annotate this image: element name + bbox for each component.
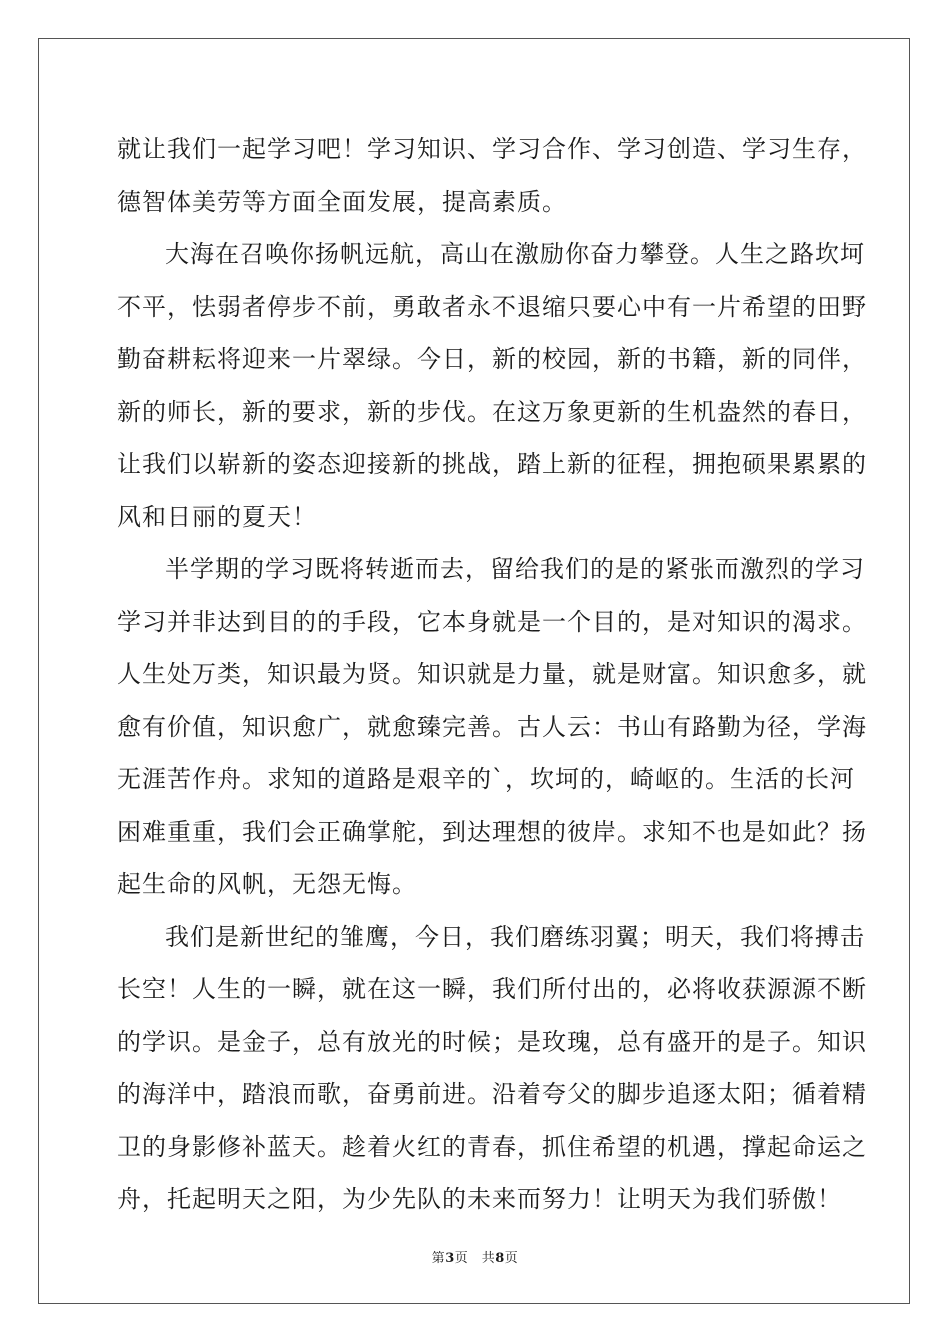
text-line: 无涯苦作舟。求知的道路是艰辛的`，坎坷的，崎岖的。生活的长河 [117,765,855,793]
text-line: 就让我们一起学习吧！学习知识、学习合作、学习创造、学习生存， [117,135,867,163]
text-line: 的海洋中，踏浪而歌，奋勇前进。沿着夸父的脚步追逐太阳；循着精 [117,1080,867,1108]
text-line: 让我们以崭新的姿态迎接新的挑战，踏上新的征程，拥抱硕果累累的 [117,450,867,478]
paragraph-first-line: 我们是新世纪的雏鹰，今日，我们磨练羽翼；明天，我们将搏击 [165,922,865,951]
text-line: 困难重重，我们会正确掌舵，到达理想的彼岸。求知不也是如此？扬 [117,817,867,846]
paragraph-first-line: 大海在召唤你扬帆远航，高山在激励你奋力攀登。人生之路坎坷 [165,240,865,268]
footer-suffix: 页 [504,1251,519,1266]
text-line: 人生处万类，知识最为贤。知识就是力量，就是财富。知识愈多，就 [117,660,867,688]
text-line: 德智体美劳等方面全面发展，提高素质。 [117,187,567,216]
page-footer [0,1247,950,1266]
paragraph-first-line: 半学期的学习既将转逝而去，留给我们的是的紧张而激烈的学习 [165,555,865,583]
document-body [117,128,867,1231]
text-line: 愈有价值，知识愈广，就愈臻完善。古人云：书山有路勤为径，学海 [117,712,867,741]
text-line: 新的师长，新的要求，新的步伐。在这万象更新的生机盎然的春日， [117,397,867,426]
footer-prefix: 第 [431,1251,446,1266]
text-line: 卫的身影修补蓝天。趁着火红的青春，抓住希望的机遇，撑起命运之 [117,1132,867,1161]
text-line: 不平，怯弱者停步不前，勇敢者永不退缩只要心中有一片希望的田野 [117,292,867,321]
total-page-count: 8 [495,1251,505,1266]
current-page-number: 3 [445,1251,455,1266]
text-line: 学习并非达到目的的手段，它本身就是一个目的，是对知识的渴求。 [117,607,867,636]
text-line: 的学识。是金子，总有放光的时候；是玫瑰，总有盛开的是子。知识 [117,1027,867,1056]
text-line: 舟，托起明天之阳，为少先队的未来而努力！让明天为我们骄傲！ [117,1185,842,1213]
text-line: 起生命的风帆，无怨无悔。 [117,870,417,898]
text-line: 风和日丽的夏天！ [117,502,317,531]
text-line: 长空！人生的一瞬，就在这一瞬，我们所付出的，必将收获源源不断 [117,975,867,1003]
text-line: 勤奋耕耘将迎来一片翠绿。今日，新的校园，新的书籍，新的同伴， [117,345,867,373]
footer-middle: 页 共 [454,1251,496,1266]
